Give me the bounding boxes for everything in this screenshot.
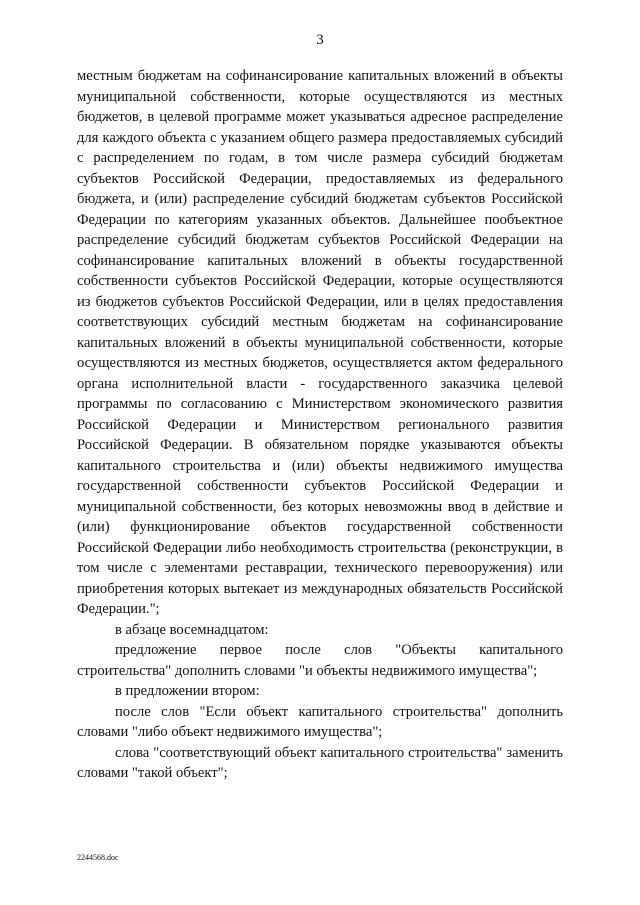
paragraph-continuation: местным бюджетам на софинансирование капитальных вложений в объекты муниципальной собственности, которые осуществляются из местных бюджетов, в целевой программе может указываться адресное распределение для каждого объекта с указанием общего размера предоставляемых субсидий с распределением по годам, в том числе размера субсидий бюджетам субъектов Российской Федерации, предоставляемых из федерального бюджета, и (или) распределение субсидий бюджетам субъектов Российской Федерации по категориям указанных объектов. Дальнейшее пообъектное распределение субсидий бюджетам субъектов Российской Федерации на софинансирование капитальных вложений в объекты государственной собственности субъектов Российской Федерации, которые осуществляются из бюджетов субъектов Российской Федерации, или в целях предоставления соответствующих субсидий местным бюджетам на софинансирование капитальных вложений в объекты муниципальной собственности, которые осуществляются из местных бюджетов, осуществляется актом федерального органа исполнительной власти - государственного заказчика целевой программы по согласованию с Министерством экономического развития Российской Федерации и Министерством регионального развития Российской Федерации. В обязательном порядке указываются объекты капитального строительства и (или) объекты недвижимого имущества государственной собственности субъектов Российской Федерации и муниципальной собственности, без которых невозможны ввод в действие и (или) функционирование объектов государственной собственности Российской Федерации либо необходимость строительства (реконструкции, в том числе с элементами реставрации, технического перевооружения) или приобретения которых вытекает из международных обязательств Российской Федерации.";	[77, 68, 563, 617]
paragraph-amendment: предложение первое после слов "Объекты капитального строительства" дополнить словами "и объекты недвижимого имущества";	[77, 642, 563, 679]
paragraph-amendment: после слов "Если объект капитального строительства" дополнить словами "либо объект недвижимого имущества";	[77, 703, 563, 740]
page-number: 3	[316, 32, 324, 48]
paragraph-amendment-heading: в предложении втором:	[115, 683, 260, 699]
document-file-code: 2244568.doc	[77, 853, 119, 862]
paragraph-amendment: слова "соответствующий объект капитального строительства" заменить словами "такой объект";	[77, 744, 563, 781]
paragraph-amendment-heading: в абзаце восемнадцатом:	[115, 621, 269, 638]
body-text	[77, 66, 563, 784]
